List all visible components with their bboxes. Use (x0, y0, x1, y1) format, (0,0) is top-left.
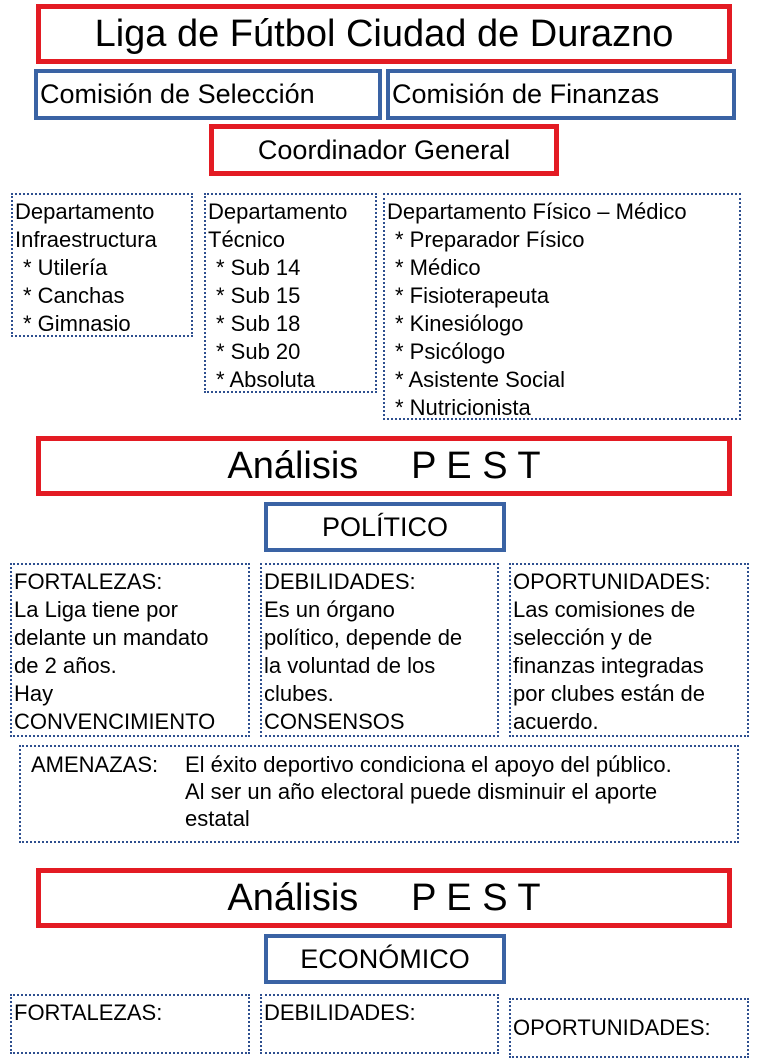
league-title-box (36, 4, 732, 64)
economic-opportunities (509, 998, 749, 1058)
coordinator-box (209, 124, 559, 176)
department-technical (204, 193, 377, 393)
department-item: * Utilería (23, 255, 108, 280)
strengths-line: delante un mandato (14, 625, 209, 650)
department-title-line: Departamento (208, 199, 348, 224)
department-item: * Kinesiólogo (395, 311, 524, 336)
strengths-line: La Liga tiene por (14, 597, 178, 622)
weaknesses-line: clubes. (264, 681, 334, 706)
threats-text (185, 751, 672, 832)
opportunities-label: OPORTUNIDADES: (513, 1015, 711, 1040)
opportunities-line: finanzas integradas (513, 653, 704, 678)
weaknesses-label: DEBILIDADES: (264, 1000, 416, 1025)
section-economic-label: ECONÓMICO (300, 943, 470, 974)
strengths-line: Hay (14, 681, 54, 706)
department-physical-medical (383, 193, 741, 420)
commission-finance-label: Comisión de Finanzas (392, 79, 660, 109)
pest-heading-economic-box (36, 868, 732, 928)
opportunities-line: Las comisiones de (513, 597, 696, 622)
political-opportunities (509, 563, 749, 737)
weaknesses-line: CONSENSOS (264, 709, 405, 734)
political-strengths (10, 563, 250, 737)
department-item: * Canchas (23, 283, 125, 308)
department-infrastructure (11, 193, 193, 337)
commission-selection-box (34, 69, 382, 120)
section-political-box (264, 502, 506, 552)
department-item: * Asistente Social (395, 367, 565, 392)
strengths-label: FORTALEZAS: (14, 1000, 163, 1025)
commission-selection-label: Comisión de Selección (40, 79, 315, 109)
threats-line: El éxito deportivo condiciona el apoyo del público. (185, 752, 672, 777)
pest-heading: Análisis P E S T (227, 444, 541, 487)
department-item: * Gimnasio (23, 311, 131, 336)
pest-heading: Análisis P E S T (227, 876, 541, 919)
opportunities-line: selección y de (513, 625, 653, 650)
economic-weaknesses (260, 994, 499, 1054)
department-item: * Absoluta (216, 367, 316, 392)
department-item: * Nutricionista (395, 395, 531, 420)
department-item: * Sub 15 (216, 283, 301, 308)
department-title-line: Infraestructura (15, 227, 157, 252)
league-title: Liga de Fútbol Ciudad de Durazno (94, 12, 674, 55)
weaknesses-line: la voluntad de los (264, 653, 436, 678)
pest-heading-political-box (36, 436, 732, 496)
department-item: * Fisioterapeuta (395, 283, 550, 308)
opportunities-line: por clubes están de (513, 681, 706, 706)
threats-label: AMENAZAS: (31, 752, 159, 777)
department-title-line: Departamento Físico – Médico (387, 199, 687, 224)
department-title-line: Departamento (15, 199, 155, 224)
section-political-label: POLÍTICO (321, 511, 449, 542)
weaknesses-line: político, depende de (264, 625, 463, 650)
threats-line: Al ser un año electoral puede disminuir el aporte (185, 779, 658, 804)
section-economic-box (264, 934, 506, 984)
department-item: * Psicólogo (395, 339, 506, 364)
opportunities-label: OPORTUNIDADES: (513, 569, 711, 594)
opportunities-line: acuerdo. (513, 709, 599, 734)
weaknesses-line: Es un órgano (264, 597, 395, 622)
department-item: * Sub 14 (216, 255, 301, 280)
department-item: * Sub 20 (216, 339, 301, 364)
department-item: * Sub 18 (216, 311, 301, 336)
political-weaknesses (260, 563, 499, 737)
department-item: * Médico (395, 255, 481, 280)
coordinator-label: Coordinador General (257, 134, 511, 165)
weaknesses-label: DEBILIDADES: (264, 569, 416, 594)
strengths-label: FORTALEZAS: (14, 569, 163, 594)
department-item: * Preparador Físico (395, 227, 585, 252)
economic-strengths (10, 994, 250, 1054)
department-title-line: Técnico (208, 227, 286, 252)
strengths-line: de 2 años. (14, 653, 117, 678)
political-threats (19, 745, 739, 843)
strengths-line: CONVENCIMIENTO (14, 709, 216, 734)
commission-finance-box (386, 69, 736, 120)
threats-line: estatal (185, 806, 250, 831)
